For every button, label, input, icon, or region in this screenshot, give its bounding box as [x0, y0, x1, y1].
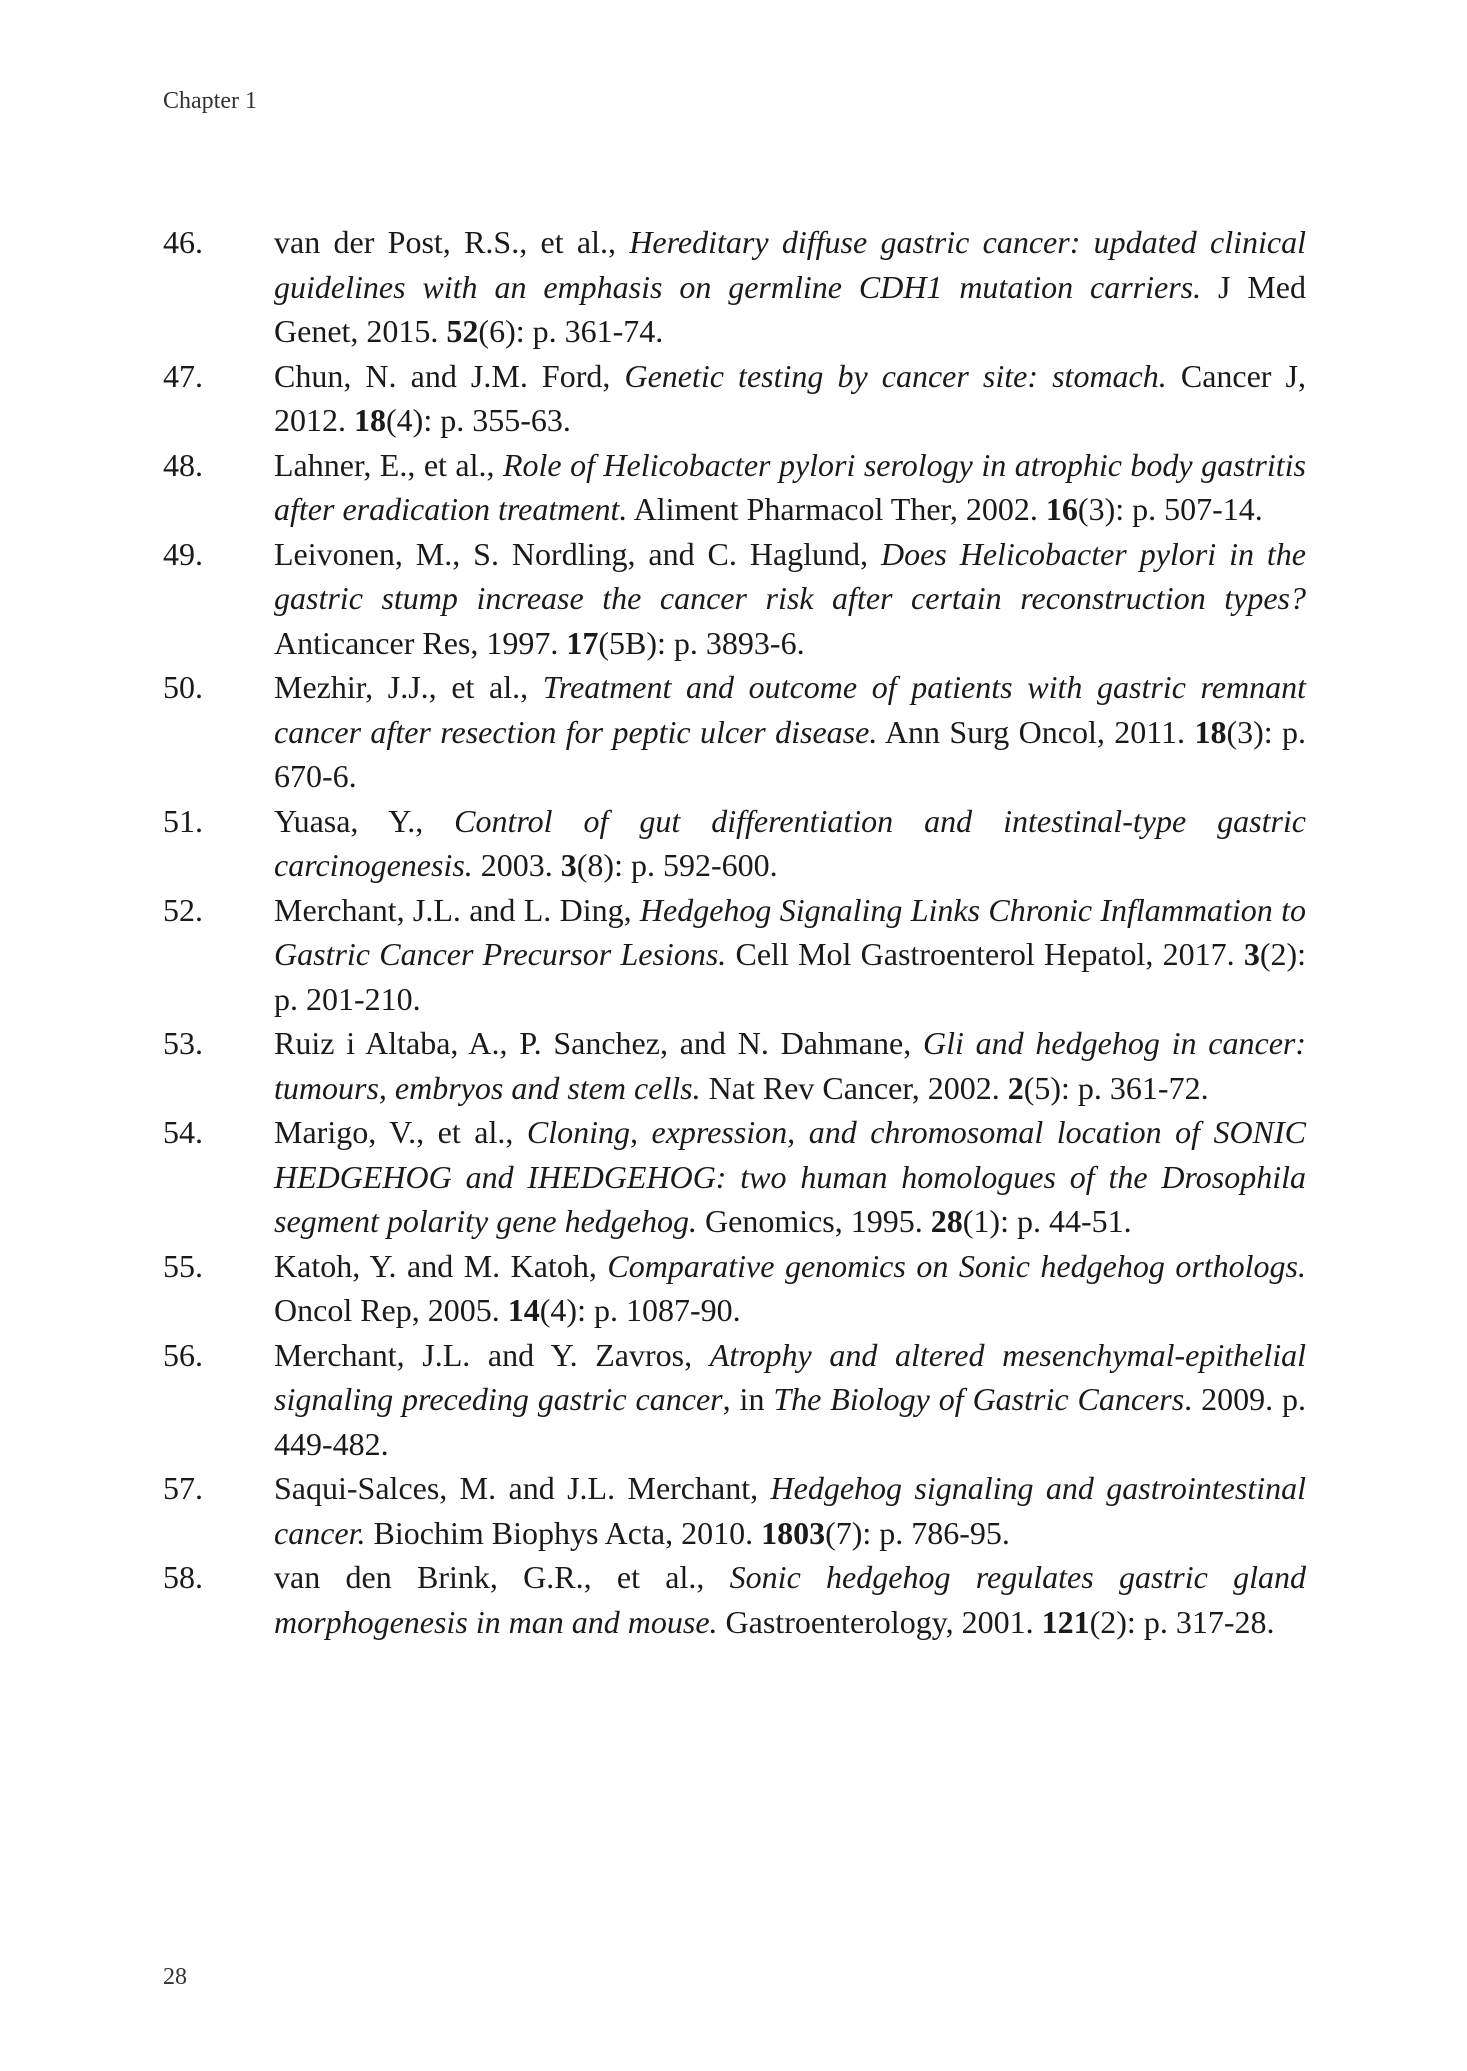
- reference-text: [274, 888, 1306, 1022]
- reference-item: [163, 799, 1306, 888]
- reference-title: Does Helicobacter pylori in the gastric stump increase the cancer risk after certain reconstruction types?: [274, 535, 1307, 616]
- reference-item: [163, 888, 1306, 1022]
- reference-source: Gastroenterology, 2001.: [717, 1603, 1042, 1640]
- reference-authors: Lahner, E., et al.,: [274, 446, 503, 483]
- reference-connector: , in: [722, 1381, 774, 1417]
- reference-title: Control of gut differentiation and intestinal-type gastric carcinogenesis.: [274, 802, 1306, 883]
- reference-number: 47.: [163, 357, 203, 394]
- reference-title: Treatment and outcome of patients with gastric remnant cancer after resection for peptic ulcer disease.: [274, 669, 1307, 750]
- reference-volume: 18: [354, 402, 386, 438]
- reference-authors: Merchant, J.L. and Y. Zavros,: [274, 1336, 710, 1373]
- reference-text: [274, 1466, 1306, 1555]
- reference-volume: 3: [1243, 936, 1260, 972]
- reference-item: [163, 220, 1306, 354]
- reference-source: Ann Surg Oncol, 2011.: [877, 713, 1195, 750]
- reference-authors: Leivonen, M., S. Nordling, and C. Haglund,: [274, 535, 881, 572]
- reference-authors: Ruiz i Altaba, A., P. Sanchez, and N. Dahmane,: [274, 1025, 923, 1061]
- reference-pages: (4): p. 1087-90.: [539, 1292, 741, 1328]
- reference-authors: van den Brink, G.R., et al.,: [274, 1559, 730, 1595]
- reference-volume: 121: [1041, 1603, 1090, 1640]
- reference-text: [274, 1555, 1306, 1644]
- reference-number: 57.: [163, 1470, 203, 1506]
- reference-list: [163, 220, 1306, 1644]
- reference-volume: 16: [1045, 491, 1078, 527]
- reference-pages: (3): p. 507-14.: [1077, 491, 1263, 527]
- reference-pages: (2): p. 201-210.: [274, 936, 1307, 1017]
- reference-title: Comparative genomics on Sonic hedgehog orthologs.: [607, 1247, 1306, 1284]
- reference-book-title: The Biology of Gastric Cancers: [773, 1381, 1185, 1417]
- reference-authors: Katoh, Y. and M. Katoh,: [274, 1247, 608, 1284]
- reference-text: [274, 1110, 1306, 1244]
- reference-number: 48.: [163, 446, 203, 483]
- reference-authors: Mezhir, J.J., et al.,: [274, 669, 543, 705]
- reference-volume: 1803: [761, 1514, 826, 1551]
- reference-pages: (6): p. 361-74.: [478, 313, 664, 349]
- reference-source: Cell Mol Gastroenterol Hepatol, 2017.: [726, 936, 1244, 972]
- reference-authors: Yuasa, Y.,: [274, 802, 455, 839]
- reference-source: J Med Genet, 2015.: [274, 268, 1307, 349]
- reference-volume: 2: [1007, 1069, 1024, 1106]
- reference-pages: . 2009. p. 449-482.: [274, 1381, 1307, 1462]
- reference-title: Atrophy and altered mesenchymal-epithelial signaling preceding gastric cancer: [274, 1336, 1307, 1417]
- reference-authors: Chun, N. and J.M. Ford,: [274, 357, 625, 394]
- reference-pages: (3): p. 670-6.: [274, 713, 1307, 794]
- reference-pages: (4): p. 355-63.: [386, 402, 571, 438]
- reference-title: Hedgehog Signaling Links Chronic Inflammation to Gastric Cancer Precursor Lesions.: [274, 891, 1307, 972]
- reference-title: Role of Helicobacter pylori serology in atrophic body gastritis after eradication treatment.: [274, 446, 1307, 527]
- reference-pages: (2): p. 317-28.: [1089, 1603, 1275, 1640]
- reference-pages: (5): p. 361-72.: [1023, 1069, 1209, 1106]
- reference-number: 52.: [163, 891, 203, 928]
- reference-text: [274, 220, 1306, 354]
- reference-volume: 3: [560, 847, 577, 883]
- reference-number: 46.: [163, 224, 203, 260]
- running-header: Chapter 1: [163, 88, 257, 114]
- reference-authors: Marigo, V., et al.,: [274, 1114, 527, 1150]
- reference-item: [163, 1021, 1306, 1110]
- reference-number: 50.: [163, 669, 203, 705]
- reference-item: [163, 532, 1306, 666]
- reference-text: [274, 665, 1306, 799]
- reference-source: Anticancer Res, 1997.: [274, 624, 567, 661]
- reference-item: [163, 443, 1306, 532]
- reference-item: [163, 1466, 1306, 1555]
- reference-text: [274, 443, 1306, 532]
- reference-volume: 28: [930, 1203, 963, 1239]
- page-number: 28: [163, 1964, 187, 1990]
- reference-item: [163, 665, 1306, 799]
- reference-authors: van der Post, R.S., et al.,: [274, 224, 630, 260]
- reference-source: Nat Rev Cancer, 2002.: [700, 1069, 1008, 1106]
- reference-source: Genomics, 1995.: [697, 1203, 931, 1239]
- reference-number: 49.: [163, 535, 203, 572]
- reference-pages: (1): p. 44-51.: [962, 1203, 1132, 1239]
- reference-text: [274, 799, 1306, 888]
- reference-source: 2003.: [472, 847, 561, 883]
- reference-item: [163, 1555, 1306, 1644]
- reference-number: 56.: [163, 1336, 203, 1373]
- reference-item: [163, 1110, 1306, 1244]
- reference-item: [163, 354, 1306, 443]
- reference-number: 55.: [163, 1247, 203, 1284]
- reference-number: 54.: [163, 1114, 203, 1150]
- reference-source: Biochim Biophys Acta, 2010.: [365, 1514, 762, 1551]
- reference-title: Genetic testing by cancer site: stomach.: [624, 357, 1167, 394]
- reference-title: Gli and hedgehog in cancer: tumours, embryos and stem cells.: [274, 1025, 1307, 1106]
- reference-text: [274, 354, 1306, 443]
- reference-item: [163, 1333, 1306, 1467]
- reference-source: Cancer J, 2012.: [274, 357, 1307, 438]
- reference-number: 51.: [163, 802, 203, 839]
- reference-pages: (7): p. 786-95.: [825, 1514, 1010, 1551]
- reference-title: Cloning, expression, and chromosomal location of SONIC HEDGEHOG and IHEDGEHOG: two human homologues of the Drosophila segment polarity gene hedgehog.: [274, 1114, 1306, 1239]
- reference-text: [274, 1021, 1306, 1110]
- reference-title: Sonic hedgehog regulates gastric gland morphogenesis in man and mouse.: [274, 1559, 1307, 1640]
- reference-authors: Merchant, J.L. and L. Ding,: [274, 891, 640, 928]
- reference-text: [274, 1333, 1306, 1467]
- reference-pages: (8): p. 592-600.: [576, 847, 778, 883]
- reference-title: Hereditary diffuse gastric cancer: updated clinical guidelines with an emphasis on germline CDH1 mutation carriers.: [274, 224, 1307, 305]
- reference-number: 53.: [163, 1025, 203, 1061]
- reference-pages: (5B): p. 3893-6.: [598, 624, 805, 661]
- reference-text: [274, 1244, 1306, 1333]
- reference-authors: Saqui-Salces, M. and J.L. Merchant,: [274, 1470, 771, 1506]
- reference-item: [163, 1244, 1306, 1333]
- reference-volume: 17: [566, 624, 599, 661]
- reference-title: Hedgehog signaling and gastrointestinal cancer.: [274, 1470, 1307, 1551]
- reference-volume: 14: [507, 1292, 540, 1328]
- reference-source: Oncol Rep, 2005.: [274, 1292, 508, 1328]
- reference-text: [274, 532, 1306, 666]
- reference-source: Aliment Pharmacol Ther, 2002.: [627, 491, 1046, 527]
- reference-number: 58.: [163, 1559, 203, 1595]
- reference-volume: 18: [1194, 713, 1227, 750]
- reference-volume: 52: [446, 313, 479, 349]
